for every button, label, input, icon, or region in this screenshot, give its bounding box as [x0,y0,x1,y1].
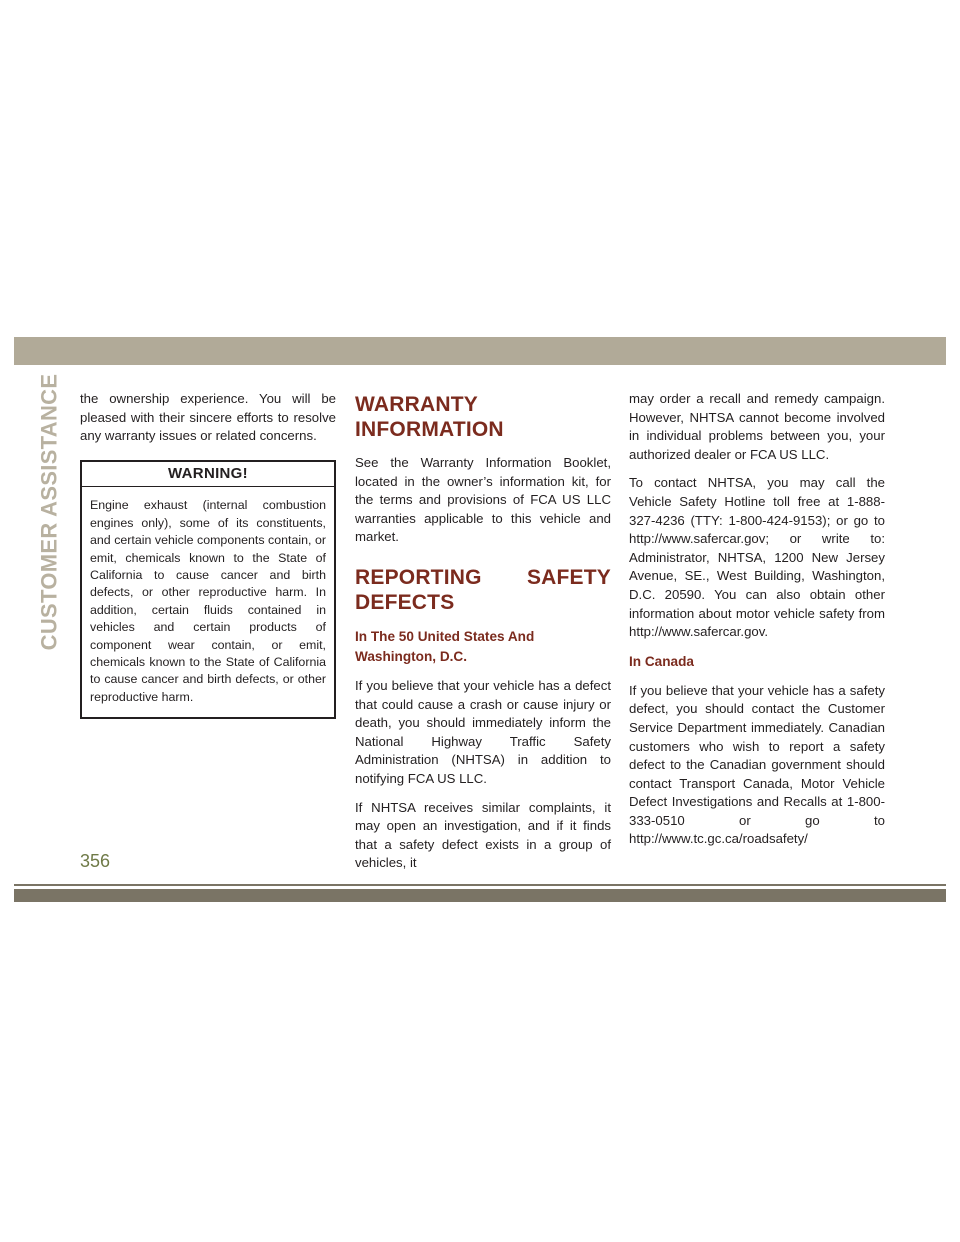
section-side-tab [34,373,64,651]
canada-subheading: In Canada [629,653,694,669]
column-1 [80,390,336,719]
warranty-paragraph: See the Warranty Information Booklet, located in the owner’s information kit, for the terms and provisions of FCA US LLC warranties applicable to this vehicle and market. [355,455,611,545]
header-band [14,337,946,365]
contact-paragraph: To contact NHTSA, you may call the Vehicle Safety Hotline toll free at 1-888-327-4236 (TTY: 1-800-424-9153); or go to http://www.safercar.gov; or write to: Administrator, NHTSA, 1200 New Jersey Avenue, SE., West Building, Washington, D.C. 20590. You can also obtain other information about motor vehicle safety from http://www.safercar.gov. [629,475,885,640]
column-2 [355,390,611,883]
us-paragraph-2-continued: may order a recall and remedy campaign. However, NHTSA cannot become involved in individual problems between you, your authorized dealer or FCA US LLC. [629,391,885,462]
footer-band [14,889,946,902]
column-3 [629,390,885,859]
footer-rule [14,884,946,886]
us-paragraph-2: If NHTSA receives similar complaints, it may open an investigation, and if it finds that a safety defect exists in a group of vehicles, it [355,799,611,871]
page-number: 356 [80,851,111,871]
reporting-heading: REPORTING SAFETY DEFECTS [355,565,611,614]
canada-paragraph: If you believe that your vehicle has a safety defect, you should contact the Customer Service Department immediately. Canadian customers who wish to report a safety defect to the Canadian government should contact Transport Canada, Motor Vehicle Defect Investigations and Recalls at 1-800-333-0510 or go to http://www.tc.gc.ca/roadsafety/ [629,682,885,847]
side-tab-label: CUSTOMER ASSISTANCE [36,373,61,651]
intro-paragraph: the ownership experience. You will be pleased with their sincere efforts to resolve any warranty issues or related concerns. [80,391,336,444]
warning-box [80,460,336,719]
warranty-heading: WARRANTY INFORMATION [355,393,504,441]
us-subheading: In The 50 United States And Washington, D.C. [355,628,535,664]
warning-text: Engine exhaust (internal combustion engines only), some of its constituents, and certain vehicle components contain, or emit, chemicals known to the State of California to cause cancer and birth defects, or other reproductive harm. In addition, certain fluids contained in vehicles and certain products of component wear contain, or emit, chemicals known to the State of California to cause cancer and birth defects, or other reproductive harm. [90,498,326,704]
us-paragraph-1: If you believe that your vehicle has a defect that could cause a crash or cause injury or death, you should immediately inform the National Highway Traffic Safety Administration (NHTSA) in addition to notifying FCA US LLC. [355,677,611,786]
warning-title: WARNING! [82,462,334,488]
